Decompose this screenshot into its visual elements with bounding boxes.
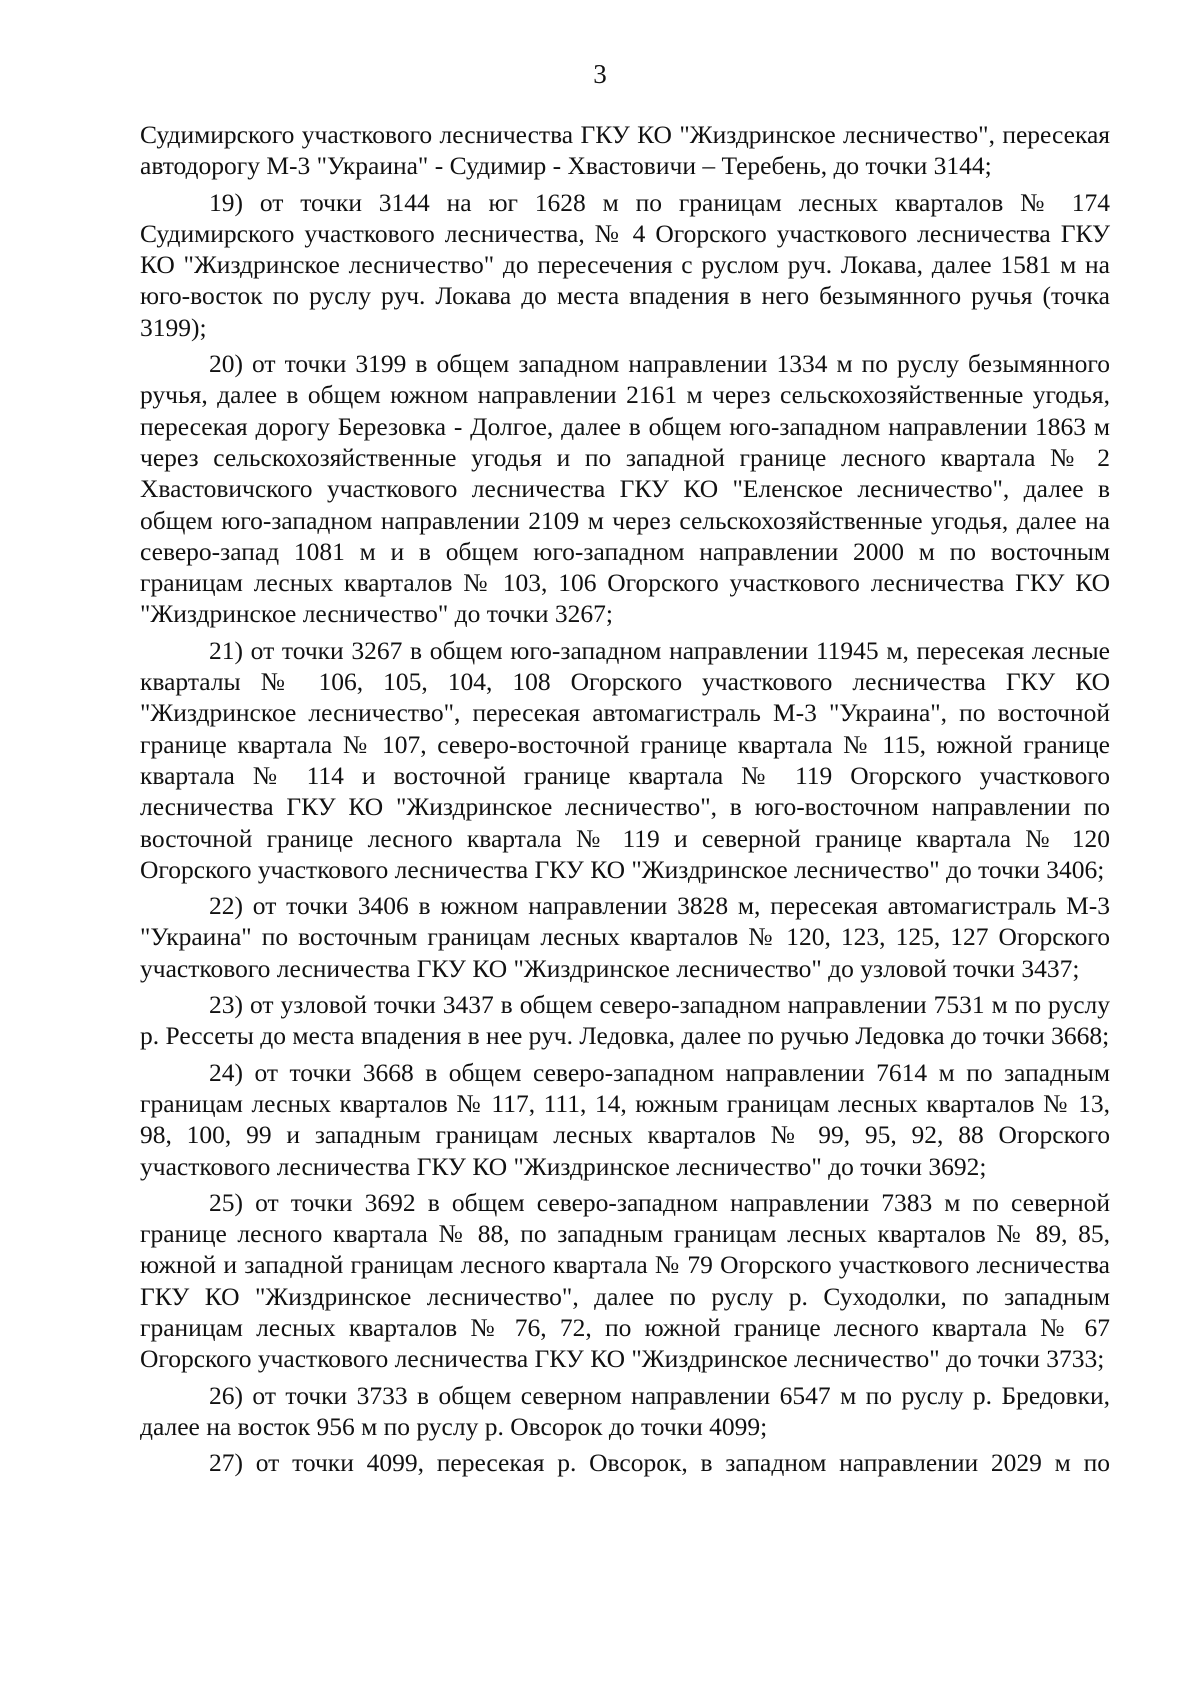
page-number: 3 [593,59,607,89]
paragraph-item-25: 25) от точки 3692 в общем северо-западном направлении 7383 м по северной границе лесного квартала № 88, по западным границам лесных кварталов № 89, 85, южной и западной границам лесного квартала № 79 Огорского участкового лесничества ГКУ КО "Жиздринское лесничество", далее по руслу р. Суходолки, по западным границам лесных кварталов № 76, 72, по южной границе лесного квартала № 67 Огорского участкового лесничества ГКУ КО "Жиздринское лесничество" до точки 3733; [140,1187,1110,1374]
document-body [140,119,1110,1478]
paragraph-item-22: 22) от точки 3406 в южном направлении 3828 м, пересекая автомагистраль М-3 "Украина" по восточным границам лесных кварталов № 120, 123, 125, 127 Огорского участкового лесничества ГКУ КО "Жиздринское лесничество" до узловой точки 3437; [140,891,1110,983]
paragraph-item-20: 20) от точки 3199 в общем западном направлении 1334 м по руслу безымянного ручья, далее в общем южном направлении 2161 м через сельскохозяйственные угодья, пересекая дорогу Березовка - Долгое, далее в общем юго-западном направлении 1863 м через сельскохозяйственные угодья и по западной границе лесного квартала № 2 Хвастовичского участкового лесничества ГКУ КО "Еленское лесничество", далее в общем юго-западном направлении 2109 м через сельскохозяйственные угодья, далее на северо-запад 1081 м и в общем юго-западном направлении 2000 м по восточным границам лесных кварталов № 103, 106 Огорского участкового лесничества ГКУ КО "Жиздринское лесничество" до точки 3267; [140,349,1110,629]
paragraph-item-26: 26) от точки 3733 в общем северном направлении 6547 м по руслу р. Бредовки, далее на восток 956 м по руслу р. Овсорок до точки 4099; [140,1380,1110,1441]
paragraph-item-19: 19) от точки 3144 на юг 1628 м по границам лесных кварталов № 174 Судимирского участкового лесничества, № 4 Огорского участкового лесничества ГКУ КО "Жиздринское лесничество" до пересечения с руслом руч. Локава, далее 1581 м на юго-восток по руслу руч. Локава до места впадения в него безымянного ручья (точка 3199); [140,187,1110,342]
paragraph-continuation: Судимирского участкового лесничества ГКУ КО "Жиздринское лесничество", пересекая автодорогу М-3 "Украина" - Судимир - Хвастовичи – Теребень, до точки 3144; [140,120,1110,181]
paragraph-item-27: 27) от точки 4099, пересекая р. Овсорок, в западном направлении 2029 м по [209,1448,1110,1478]
paragraph-item-24: 24) от точки 3668 в общем северо-западном направлении 7614 м по западным границам лесных кварталов № 117, 111, 14, южным границам лесных кварталов № 13, 98, 100, 99 и западным границам лесных кварталов № 99, 95, 92, 88 Огорского участкового лесничества ГКУ КО "Жиздринское лесничество" до точки 3692; [140,1057,1110,1181]
paragraph-item-23: 23) от узловой точки 3437 в общем северо-западном направлении 7531 м по руслу р. Рессеты до места впадения в нее руч. Ледовка, далее по ручью Ледовка до точки 3668; [140,990,1110,1051]
paragraph-item-21: 21) от точки 3267 в общем юго-западном направлении 11945 м, пересекая лесные кварталы № 106, 105, 104, 108 Огорского участкового лесничества ГКУ КО "Жиздринское лесничество", пересекая автомагистраль М-3 "Украина", по восточной границе квартала № 107, северо-восточной границе квартала № 115, южной границе квартала № 114 и восточной границе квартала № 119 Огорского участкового лесничества ГКУ КО "Жиздринское лесничество", в юго-восточном направлении по восточной границе лесного квартала № 119 и северной границе квартала № 120 Огорского участкового лесничества ГКУ КО "Жиздринское лесничество" до точки 3406; [140,635,1110,884]
